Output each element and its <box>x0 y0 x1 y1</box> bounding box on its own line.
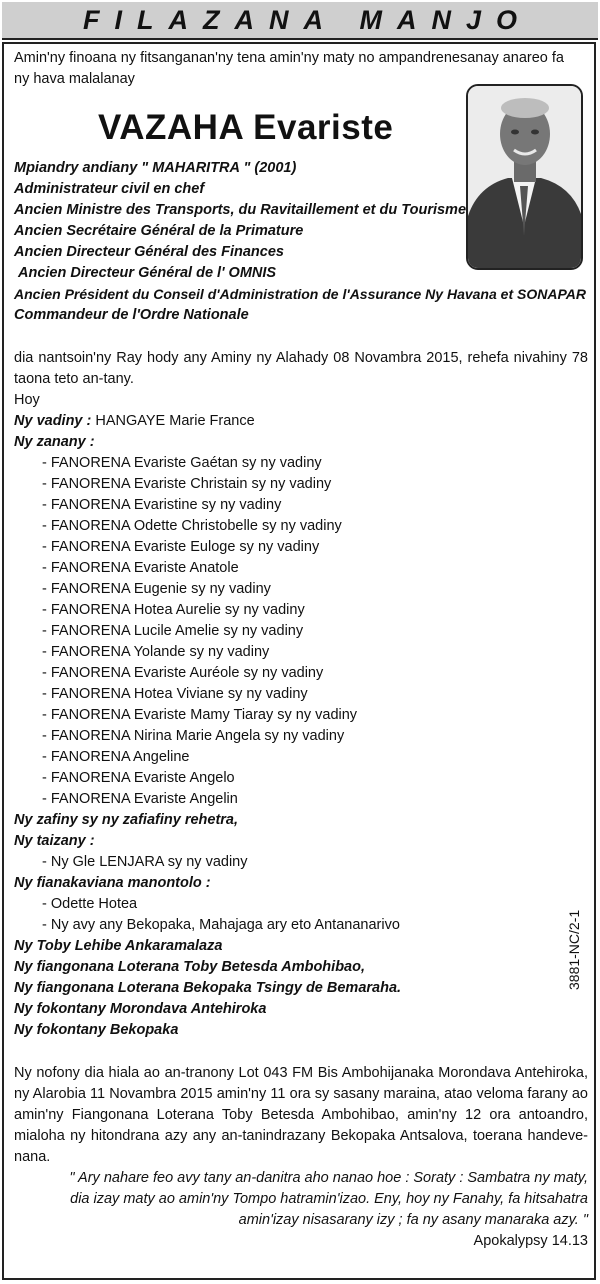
community-line: Ny fiangonana Loterana Toby Betesda Ambohibao, <box>14 959 365 975</box>
list-item: - FANORENA Nirina Marie Angela sy ny vadiny <box>42 728 345 744</box>
deceased-name: VAZAHA Evariste <box>98 108 394 147</box>
children-label: Ny zanany : <box>14 434 95 450</box>
list-item: - Ny avy any Bekopaka, Mahajaga ary eto Antananarivo <box>42 917 400 933</box>
hoy-text: Hoy <box>14 392 40 408</box>
list-item: - FANORENA Odette Christobelle sy ny vadiny <box>42 518 342 534</box>
list-item: - FANORENA Hotea Viviane sy ny vadiny <box>42 686 308 702</box>
list-item: - FANORENA Evariste Anatole <box>42 560 239 576</box>
list-item: - Ny Gle LENJARA sy ny vadiny <box>42 854 248 870</box>
spouse-line <box>14 411 588 432</box>
reference-code: 3881-NC/2-1 <box>566 909 582 990</box>
list-item: - FANORENA Evariste Angelo <box>42 770 235 786</box>
bible-quote: " Ary nahare feo avy tany an-danitra aho nanao hoe : Soraty : Sambatra ny maty, dia izay maty ao amin'ny Tompo hatramin'izao. Eny, hoy ny Fanahy, fa hitsahatra amin'izay nisasarany izy ; fa ny asany manaraka azy. " <box>69 1170 588 1228</box>
spouse-label: Ny vadiny : <box>14 413 92 429</box>
community-line: Ny fokontany Bekopaka <box>14 1022 179 1038</box>
title-line: Administrateur civil en chef <box>14 181 205 197</box>
list-item: - FANORENA Evariste Euloge sy ny vadiny <box>42 539 320 555</box>
intro-text: Amin'ny finoana ny fitsanganan'ny tena amin'ny maty no ampandrenesanay anareo fa ny hava malalanay <box>14 50 564 87</box>
list-item: - FANORENA Yolande sy ny vadiny <box>42 644 270 660</box>
title-line: Ancien Secrétaire Général de la Primature <box>14 223 304 239</box>
family-label: Ny fianakaviana manontolo : <box>14 875 211 891</box>
grandchildren-line: Ny zafiny sy ny zafiafiny rehetra, <box>14 812 239 828</box>
communities-list <box>14 936 588 1041</box>
notice-body <box>14 48 588 1252</box>
list-item: - FANORENA Angeline <box>42 749 190 765</box>
title-line: Commandeur de l'Ordre Nationale <box>14 307 249 323</box>
list-item: - FANORENA Evariste Mamy Tiaray sy ny vadiny <box>42 707 358 723</box>
list-item: - Odette Hotea <box>42 896 138 912</box>
list-item: - FANORENA Evariste Christain sy ny vadiny <box>42 476 332 492</box>
list-item: - FANORENA Lucile Amelie sy ny vadiny <box>42 623 304 639</box>
children-list <box>14 453 588 810</box>
bible-reference: Apokalypsy 14.13 <box>473 1233 588 1249</box>
title-line: Mpiandry andiany " MAHARITRA " (2001) <box>14 160 297 176</box>
notice-header <box>2 2 598 40</box>
title-line: Ancien Directeur Général de l' OMNIS <box>18 265 277 281</box>
list-item: - FANORENA Evariste Gaétan sy ny vadiny <box>42 455 322 471</box>
list-item: - FANORENA Evariste Angelin <box>42 791 238 807</box>
spouse-name: HANGAYE Marie France <box>95 413 255 429</box>
list-item: - FANORENA Evariste Auréole sy ny vadiny <box>42 665 324 681</box>
community-line: Ny Toby Lehibe Ankaramalaza <box>14 938 223 954</box>
community-line: Ny fiangonana Loterana Bekopaka Tsingy de Bemaraha. <box>14 980 402 996</box>
death-notice: dia nantsoin'ny Ray hody any Aminy ny Alahady 08 Novambra 2015, rehefa nivahiny 78 taona teto an-tany. <box>14 350 588 387</box>
funeral-details: Ny nofony dia hiala ao an-tranony Lot 043 FM Bis Ambohijanaka Morondava Antehiroka, ny Alarobia 11 Novambra 2015 amin'ny 11 ora sy sasany maraina, atao veloma farany ao amin'ny Fiangonana Loterana Toby Betesda Ambohibao, amin'ny 12 ora antoandro, mialoha ny hitondrana azy any an-tanindrazany Bekopaka Antsalova, toerana handeve-nana. <box>14 1065 588 1165</box>
title-line: Ancien Directeur Général des Finances <box>14 244 284 260</box>
list-item: - FANORENA Eugenie sy ny vadiny <box>42 581 271 597</box>
title-line: Ancien Ministre des Transports, du Ravitaillement et du Tourisme <box>14 202 467 218</box>
title-line: Ancien Président du Conseil d'Administration de l'Assurance Ny Havana et SONAPAR <box>14 286 586 302</box>
list-item: - FANORENA Evaristine sy ny vadiny <box>42 497 282 513</box>
list-item: - FANORENA Hotea Aurelie sy ny vadiny <box>42 602 305 618</box>
community-line: Ny fokontany Morondava Antehiroka <box>14 1001 267 1017</box>
notice-title: FILAZANA MANJO <box>83 4 532 35</box>
deceased-titles <box>14 158 588 326</box>
siblings-label: Ny taizany : <box>14 833 95 849</box>
